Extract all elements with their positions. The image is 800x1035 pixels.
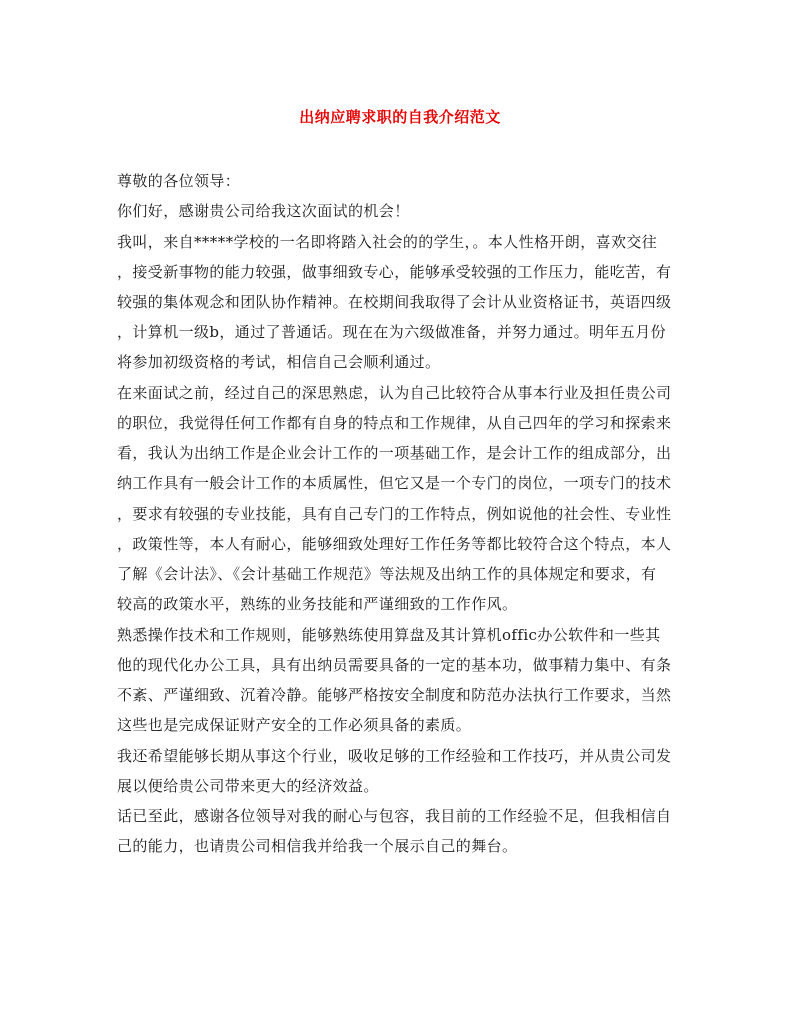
body-line: ，要求有较强的专业技能，具有自己专门的工作特点，例如说他的社会性、专业性 [117, 505, 672, 523]
body-line: 我叫，来自*****学校的一名即将踏入社会的的学生，。本人性格开朗，喜欢交往 [117, 233, 658, 251]
body-line: 纳工作具有一般会计工作的本质属性，但它又是一个专门的岗位，一项专门的技术 [117, 474, 672, 492]
body-line: 较强的集体观念和团队协作精神。在校期间我取得了会计从业资格证书，英语四级 [117, 293, 672, 311]
document-title: 出纳应聘求职的自我介绍范文 [299, 108, 501, 126]
body-line: 的职位，我觉得任何工作都有自身的特点和工作规律，从自己四年的学习和探索来 [117, 414, 672, 432]
body-line: 了解《会计法》、《会计基础工作规范》等法规及出纳工作的具体规定和要求，有 [117, 565, 657, 583]
body-line: ，计算机一级b，通过了普通话。现在在为六级做准备，并努力通过。明年五月份 [117, 323, 667, 341]
body-line: 熟悉操作技术和工作规则，能够熟练使用算盘及其计算机offic办公软件和一些其 [117, 626, 661, 644]
body-line: 较高的政策水平，熟练的业务技能和严谨细致的工作作风。 [117, 595, 518, 613]
body-line: 他的现代化办公工具，具有出纳员需要具备的一定的基本功，做事精力集中、有条 [117, 656, 672, 674]
body-line: 这些也是完成保证财产安全的工作必须具备的素质。 [117, 716, 472, 734]
body-line: ，接受新事物的能力较强，做事细致专心，能够承受较强的工作压力，能吃苦，有 [117, 263, 672, 281]
closing-line: 话已至此，感谢各位领导对我的耐心与包容，我目前的工作经验不足，但我相信自 [117, 807, 672, 825]
body-line: 看，我认为出纳工作是企业会计工作的一项基础工作，是会计工作的组成部分，出 [117, 444, 672, 462]
body-line: ，政策性等，本人有耐心，能够细致处理好工作任务等都比较符合这个特点，本人 [117, 535, 672, 553]
body-line: 我还希望能够长期从事这个行业，吸收足够的工作经验和工作技巧，并从贵公司发 [117, 747, 672, 765]
body-line: 展以便给贵公司带来更大的经济效益。 [117, 777, 379, 795]
body-line: 在来面试之前，经过自己的深思熟虑，认为自己比较符合从事本行业及担任贵公司 [117, 384, 672, 402]
greeting-line: 你们好，感谢贵公司给我这次面试的机会！ [117, 202, 410, 220]
salutation-line: 尊敬的各位领导： [117, 172, 241, 190]
body-line: 将参加初级资格的考试，相信自己会顺利通过。 [117, 353, 441, 371]
body-line: 不紊、严谨细致、沉着冷静。能够严格按安全制度和防范办法执行工作要求，当然 [117, 686, 672, 704]
closing-line: 己的能力，也请贵公司相信我并给我一个展示自己的舞台。 [117, 837, 518, 855]
